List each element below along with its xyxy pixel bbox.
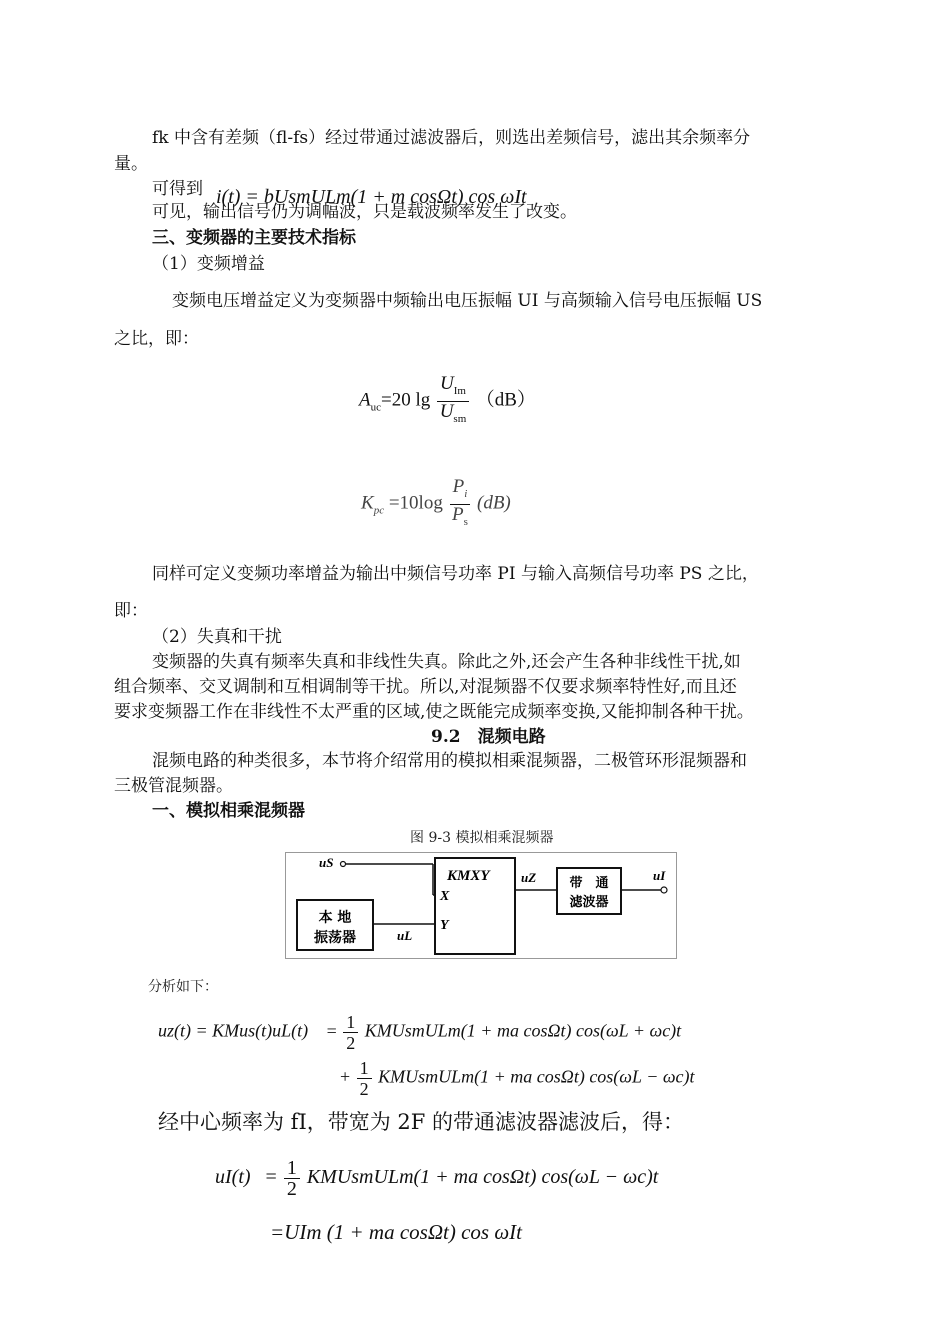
paragraph-5-line-1: 同样可定义变频功率增益为输出中频信号功率 PI 与输入高频信号功率 PS 之比， <box>152 564 759 584</box>
paragraph-1-line-2: 量。 <box>114 154 148 174</box>
filter-label-2: 滤波器 <box>569 895 609 910</box>
uz-formula-line-2: + $\frac{1}{2}$ KMUsmULm(1 + ma cosΩt) cos(ωL − ωc)t <box>340 1058 695 1099</box>
output-current-formula: i(t) = bUsmULm(1 + m cosΩt) cos ωIt <box>216 186 527 208</box>
ul-label: uL <box>397 928 413 943</box>
paragraph-5-line-2: 即： <box>114 601 148 621</box>
power-gain-formula: $K_{pc} =10\log$ $\frac{P_i}{P_s}$ (dB) <box>361 477 511 532</box>
paragraph-6-line-1: 变频器的失真有频率失真和非线性失真。除此之外,还会产生各种非线性干扰,如 <box>152 652 741 672</box>
multiplier-label: KMXY <box>447 868 490 884</box>
section-heading-mixer: 9.2 混频电路 <box>431 727 546 747</box>
mixer-block-diagram <box>285 852 677 959</box>
analysis-intro: 分析如下： <box>148 979 218 995</box>
oscillator-label-1: 本 地 <box>318 910 352 926</box>
y-input-label: Y <box>440 918 449 933</box>
paragraph-3: 可见，输出信号仍为调幅波，只是载波频率发生了改变。 <box>152 202 577 222</box>
paragraph-2-prefix: 可得到 <box>152 179 203 199</box>
ui-label: uI <box>653 868 666 883</box>
oscillator-label-2: 振荡器 <box>314 930 356 946</box>
ui-formula-line-2: =UIm (1 + ma cosΩt) cos ωIt <box>270 1220 522 1244</box>
us-label: uS <box>319 855 334 870</box>
item-conversion-gain: （1）变频增益 <box>152 254 265 274</box>
x-input-label: X <box>440 889 450 904</box>
filter-label-1: 带 通 <box>569 876 609 891</box>
uz-formula-line-1: uz(t) = KMus(t)uL(t) = $\frac{1}{2}$ KMUsmULm(1 + ma cosΩt) cos(ωL + ωc)t <box>158 1012 682 1053</box>
heading-technical-indices: 三、变频器的主要技术指标 <box>152 228 356 248</box>
paragraph-7-line-1: 混频电路的种类很多，本节将介绍常用的模拟相乘混频器，二极管环形混频器和 <box>152 751 747 771</box>
item-distortion: （2）失真和干扰 <box>152 627 282 647</box>
output-terminal-icon <box>661 887 667 893</box>
voltage-gain-fraction: $\frac{U_{Im}}{U_{sm}}$ <box>437 374 469 429</box>
ui-formula-line-1: uI(t) = $\frac{1}{2}$ KMUsmULm(1 + ma cosΩt) cos(ωL − ωc)t <box>215 1157 659 1200</box>
paragraph-4-line-1: 变频电压增益定义为变频器中频输出电压振幅 UI 与高频输入信号电压振幅 US <box>172 291 763 311</box>
paragraph-1-line-1: fk 中含有差频（fl-fs）经过带通过滤波器后，则选出差频信号，滤出其余频率分 <box>152 128 751 148</box>
figure-caption: 图 9-3 模拟相乘混频器 <box>410 830 554 846</box>
paragraph-7-line-2: 三极管混频器。 <box>114 776 233 796</box>
paragraph-6-line-2: 组合频率、交叉调制和互相调制等干扰。所以,对混频器不仅要求频率特性好,而且还 <box>114 677 737 697</box>
paragraph-8: 经中心频率为 fI，带宽为 2F 的带通滤波器滤波后，得： <box>158 1110 685 1134</box>
heading-analog-multiplier-mixer: 一、模拟相乘混频器 <box>152 801 305 821</box>
input-terminal-icon <box>341 862 346 867</box>
paragraph-4-line-2: 之比，即： <box>114 329 199 349</box>
power-gain-fraction: $\frac{P_i}{P_s}$ <box>450 477 471 532</box>
uz-label: uZ <box>521 870 537 885</box>
paragraph-6-line-3: 要求变频器工作在非线性不太严重的区域,使之既能完成频率变换,又能抑制各种干扰。 <box>114 702 754 722</box>
voltage-gain-formula: $A_{uc}=20$ lg $\frac{U_{Im}}{U_{sm}}$ （dB） <box>359 374 536 429</box>
